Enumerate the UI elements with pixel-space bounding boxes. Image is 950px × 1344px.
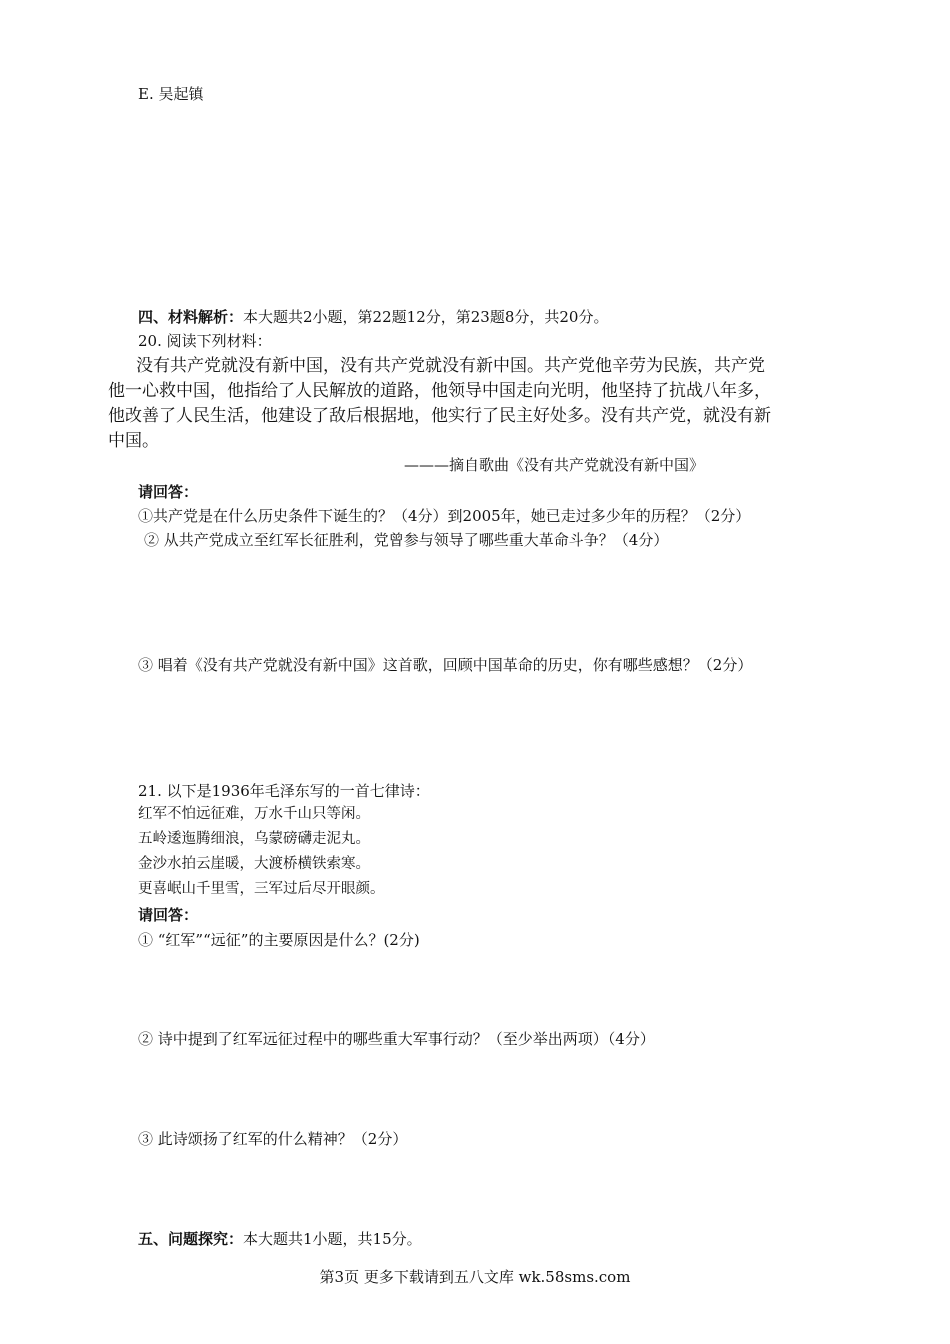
poem-line: 更喜岷山千里雪，三军过后尽开眼颜。 [138,881,385,897]
q21-poem [138,802,385,902]
q20-ask: 请回答： [138,483,199,501]
section5-desc: 本大题共1小题，共15分。 [243,1230,422,1248]
q20-question-2: ② 从共产党成立至红军长征胜利，党曾参与领导了哪些重大革命斗争？（4分） [144,531,669,549]
q20-question-1: ①共产党是在什么历史条件下诞生的？（4分）到2005年，她已走过多少年的历程？（2分） [138,507,751,525]
section4-heading [138,307,608,327]
q20-material [108,354,860,454]
material-line: 他改善了人民生活，他建设了敌后根据地，他实行了民主好处多。没有共产党，就没有新 [108,406,771,426]
q20-question-3: ③ 唱着《没有共产党就没有新中国》这首歌，回顾中国革命的历史，你有哪些感想？（2分） [138,656,753,674]
q21-question-3: ③ 此诗颂扬了红军的什么精神？（2分） [138,1130,408,1148]
material-line: 没有共产党就没有新中国，没有共产党就没有新中国。共产党他辛劳为民族，共产党 [136,356,765,376]
q21-question-1: ① “红军”“远征”的主要原因是什么？(2分) [138,931,420,949]
section5-heading [138,1229,422,1249]
poem-line: 五岭逶迤腾细浪，乌蒙磅礴走泥丸。 [138,831,370,847]
q21-ask: 请回答： [138,906,199,924]
material-line: 中国。 [108,431,159,451]
section4-title: 四、材料解析： [138,308,244,326]
material-source: ———摘自歌曲《没有共产党就没有新中国》 [404,456,705,474]
option-e: E. 吴起镇 [138,85,204,103]
poem-line: 红军不怕远征难，万水千山只等闲。 [138,806,370,822]
q21-title: 21. 以下是1936年毛泽东写的一首七律诗： [138,782,430,800]
poem-line: 金沙水拍云崖暖，大渡桥横铁索寒。 [138,856,370,872]
material-line: 他一心救中国，他指给了人民解放的道路，他领导中国走向光明，他坚持了抗战八年多， [108,381,771,401]
page-footer: 第3页 更多下载请到五八文库 wk.58sms.com [319,1268,631,1286]
q20-title: 20. 阅读下列材料： [138,332,272,350]
section4-desc: 本大题共2小题，第22题12分，第23题8分，共20分。 [243,308,609,326]
section5-title: 五、问题探究： [138,1230,244,1248]
q21-question-2: ② 诗中提到了红军远征过程中的哪些重大军事行动？（至少举出两项）（4分） [138,1030,655,1048]
